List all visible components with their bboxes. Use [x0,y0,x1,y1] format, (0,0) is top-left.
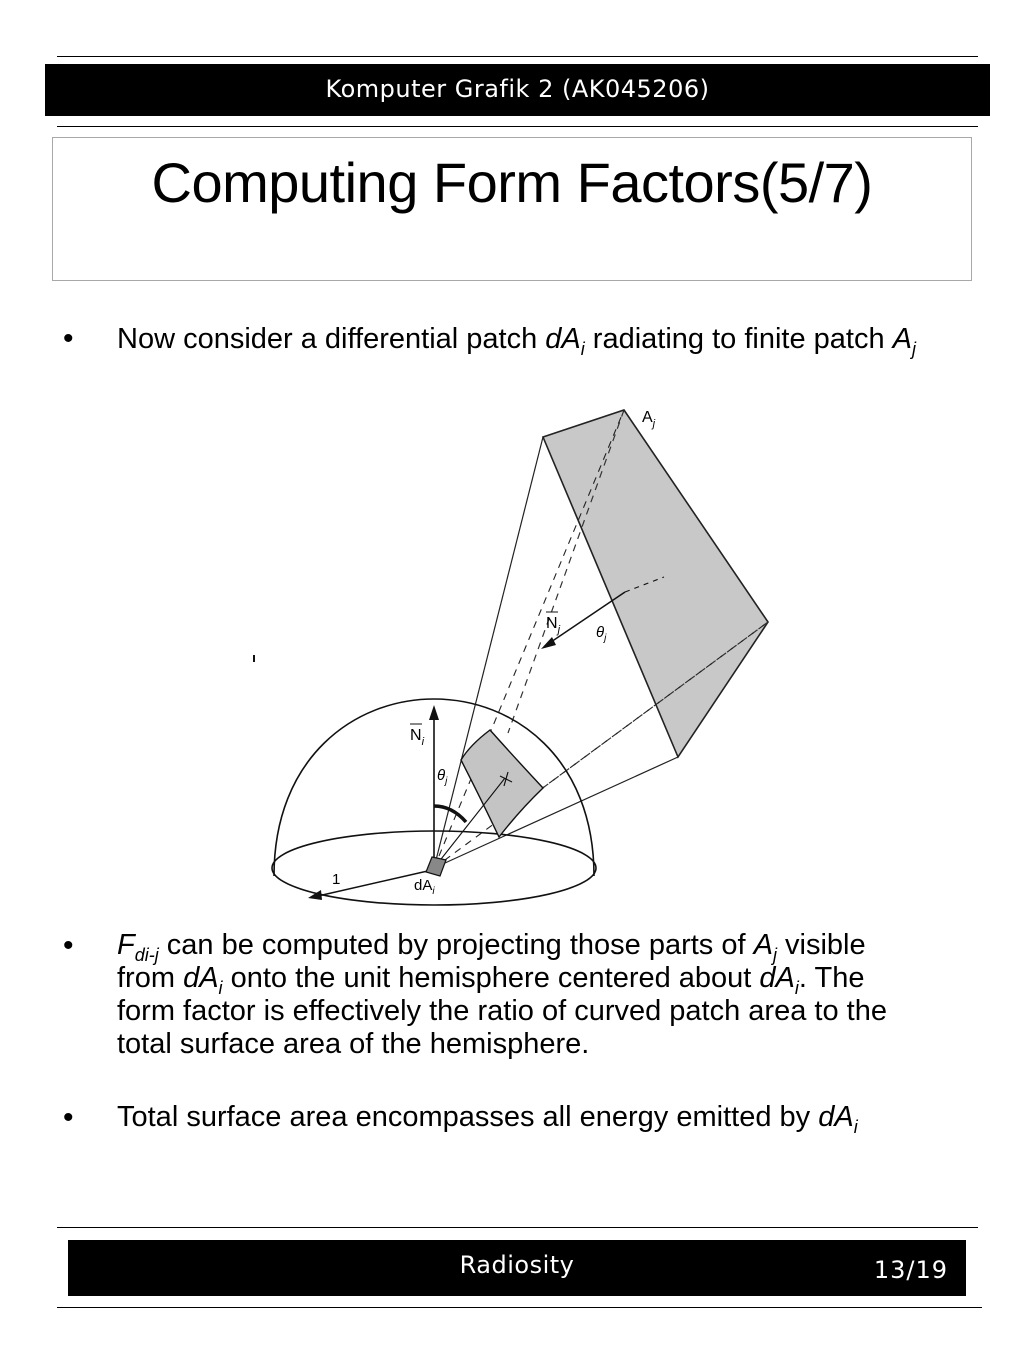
bullet-2-sub-i: i [794,978,799,998]
label-aj: $A_j$ [642,409,656,430]
bullet-marker: • [63,929,74,962]
bullet-2-sub-di-j: di-j [134,945,159,965]
bullet-1-sub-j: j [912,339,917,359]
bullet-1-text-part: Now consider a differential patch [117,323,546,355]
hemisphere-form-factor-figure [240,400,780,910]
bullet-marker: • [63,1101,74,1134]
bullet-1-var-aj: A [892,323,913,355]
angle-arc [434,806,466,822]
bullet-2-sub-j: j [772,945,777,965]
label-radius: 1 [332,871,341,888]
bullet-3-text-part: Total surface area encompasses all energy emitted by [117,1101,819,1133]
normal-ni-arrowhead [429,705,439,720]
bullet-2-sub-i: i [218,978,223,998]
normal-nj-arrowhead [541,637,556,649]
label-dai: $dA_i$ [414,877,435,897]
footer-bar [68,1240,966,1296]
title-box [52,137,972,281]
bullet-2-var-dai: dA [759,962,795,994]
page-number: 13/19 [873,1256,948,1284]
bullet-2-text-part: can be computed by projecting those parts of [158,929,754,961]
bullet-2-text [117,929,907,1061]
bullet-2-var-dai: dA [183,962,219,994]
bullet-3-text [117,1101,947,1137]
footer-topic: Radiosity [459,1251,575,1279]
bullet-1-text-part: radiating to finite patch [584,323,893,355]
page-title: Computing Form Factors(5/7) [151,151,873,214]
bullet-2-var-aj: A [753,929,773,961]
label-theta-j-upper: $\theta_j$ [596,624,607,644]
bottom-rule-lower [57,1307,982,1308]
bullet-1-var-dai: dA [545,323,581,355]
bottom-rule-upper [57,1227,978,1228]
bullet-1-text [117,323,947,359]
header-bar [45,64,990,116]
bullet-1-sub-i: i [580,339,585,359]
label-ni: $N_i$ [410,727,425,748]
bullet-3-var-dai: dA [818,1101,854,1133]
projected-patch [461,730,543,837]
bullet-2-text-part: . The form factor is effectively the ratio of curved patch area to the total surface area of the hemisphere. [117,962,887,1060]
bullet-2-text-part: onto the unit hemisphere centered about [222,962,760,994]
label-theta-j-lower: $\theta_j$ [437,767,448,787]
bullet-3-sub-i: i [853,1117,858,1137]
label-nj: $N_j$ [546,615,561,636]
bullet-marker: • [63,322,74,355]
bullet-2-text-part: visible from [117,929,866,994]
patch-dai [426,857,446,876]
bullet-2-var-f: F [117,929,135,961]
top-rule-upper [57,56,978,57]
course-title: Komputer Grafik 2 (AK045206) [325,75,710,103]
normal-nj-arrow [548,592,625,644]
top-rule-lower [57,126,978,127]
